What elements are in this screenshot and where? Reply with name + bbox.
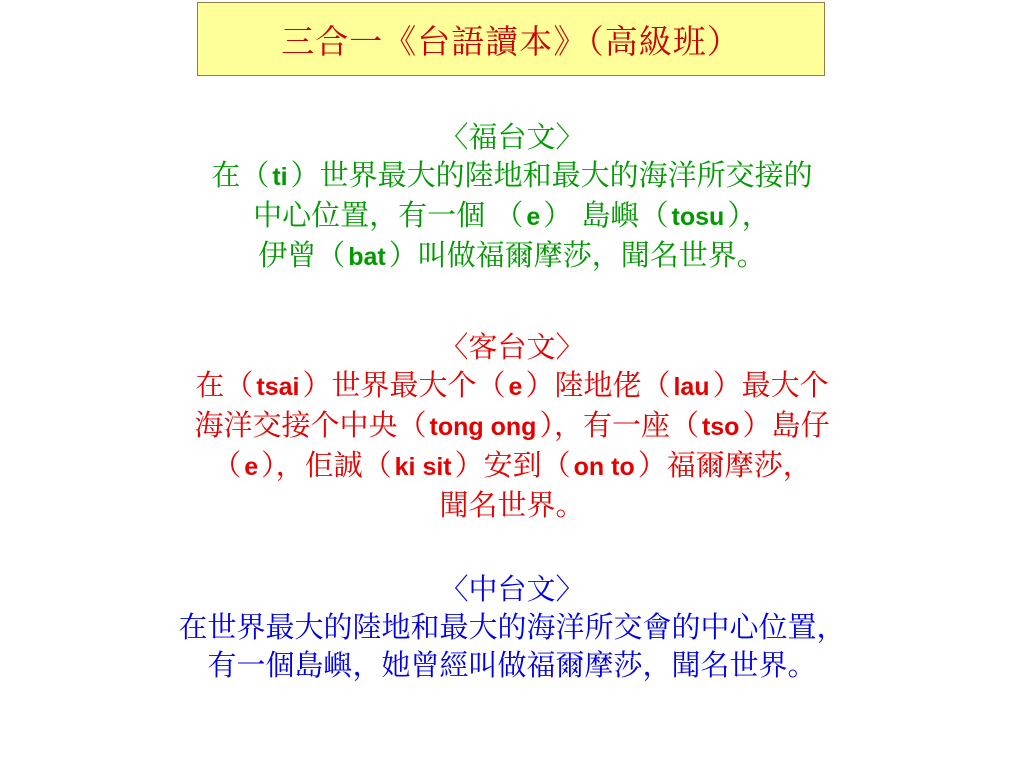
text-line [0, 406, 1024, 446]
text-segment: （ [212, 448, 242, 482]
text-segment: ）陸地佬（ [525, 368, 671, 402]
text-segment: 在世界最大的陸地和最大的海洋所交會的中心位置， [178, 610, 846, 644]
text-segment: ） 島嶼（ [543, 198, 669, 232]
text-segment: ）， [727, 198, 771, 232]
section-hoklo [0, 118, 1024, 276]
text-segment: 有一個島嶼，她曾經叫做福爾摩莎，聞名世界。 [207, 648, 817, 682]
text-line [0, 196, 1024, 236]
text-segment: ）福爾摩莎， [637, 448, 812, 482]
text-segment: ），佢誠（ [261, 448, 392, 482]
romanization: tosu [671, 203, 725, 231]
text-segment: 在（ [195, 368, 254, 402]
text-segment: ）世界最大个（ [302, 368, 506, 402]
text-segment: ）最大个 [712, 368, 829, 402]
text-line [0, 236, 1024, 276]
text-segment: ）叫做福爾摩莎，聞名世界。 [388, 238, 766, 272]
text-segment: 在（ [211, 158, 270, 192]
text-line [0, 446, 1024, 486]
text-segment: 海洋交接个中央（ [194, 408, 427, 442]
section-mandarin [0, 570, 1024, 684]
text-segment: ）島仔 [742, 408, 830, 442]
section-hakka [0, 328, 1024, 524]
text-segment: 聞名世界。 [439, 488, 585, 522]
text-line [0, 156, 1024, 196]
section-body [0, 156, 1024, 276]
text-line [0, 366, 1024, 406]
romanization: on to [573, 453, 635, 481]
romanization: tong ong [429, 413, 537, 441]
title-box [197, 2, 825, 76]
text-segment: ）安到（ [454, 448, 571, 482]
section-heading: 〈福台文〉 [439, 120, 585, 154]
romanization: tsai [256, 373, 300, 401]
romanization: bat [348, 243, 386, 271]
romanization: ti [272, 163, 288, 191]
text-segment: ）世界最大的陸地和最大的海洋所交接的 [290, 158, 813, 192]
section-heading: 〈中台文〉 [439, 572, 585, 606]
romanization: e [508, 373, 523, 401]
section-body [0, 608, 1024, 684]
text-segment: 中心位置，有一個 （ [253, 198, 524, 232]
romanization: lau [673, 373, 710, 401]
text-segment: ），有一座（ [539, 408, 699, 442]
page-title: 三合一《台語讀本》（高級班） [281, 21, 741, 61]
text-line [0, 608, 1024, 646]
text-segment: 伊曾（ [258, 238, 346, 272]
romanization: e [526, 203, 541, 231]
romanization: e [244, 453, 259, 481]
romanization: ki sit [394, 453, 452, 481]
text-line [0, 646, 1024, 684]
section-heading: 〈客台文〉 [439, 330, 585, 364]
section-body [0, 366, 1024, 524]
text-line [0, 486, 1024, 524]
romanization: tso [701, 413, 740, 441]
